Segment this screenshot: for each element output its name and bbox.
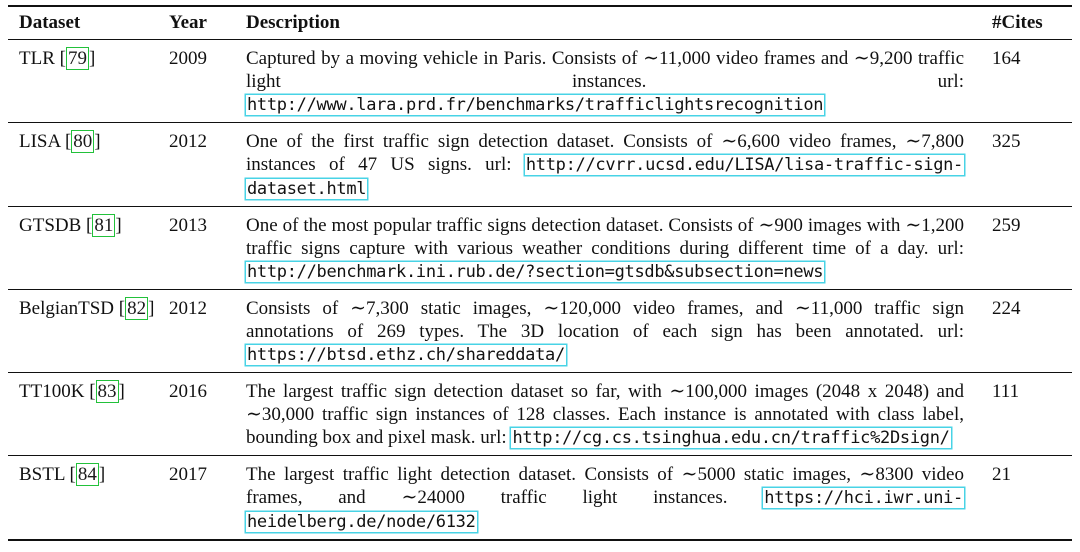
citation-link[interactable]: 82: [127, 298, 147, 319]
dataset-name: TLR: [19, 48, 55, 69]
description-text: One of the first traffic sign detection dataset. Consists of ∼6,600 video frames, ∼7,800 instances of 47 US signs. url:: [246, 131, 964, 175]
cites-cell: 259: [964, 207, 1072, 290]
citation-link[interactable]: 83: [97, 381, 117, 402]
description-cell: [246, 456, 964, 541]
citation-link[interactable]: 79: [67, 48, 87, 69]
cites-cell: 21: [964, 456, 1072, 541]
cites-cell: 164: [964, 40, 1072, 123]
dataset-name: GTSDB: [19, 215, 82, 236]
table-row: [8, 290, 1072, 373]
table-row: [8, 456, 1072, 541]
table-row: [8, 373, 1072, 456]
header-description: Description: [246, 6, 964, 40]
url-link[interactable]: http://benchmark.ini.rub.de/?section=gtsdb&subsection=news: [247, 262, 824, 282]
dataset-name: BSTL: [19, 464, 65, 485]
dataset-cell: TLR [ 79 ]: [8, 40, 169, 123]
cites-cell: 325: [964, 123, 1072, 207]
dataset-name: BelgianTSD: [19, 298, 114, 319]
url-link[interactable]: http://cvrr.ucsd.edu/LISA/lisa-traffic-sign-dataset.html: [247, 155, 963, 199]
description-cell: [246, 290, 964, 373]
dataset-cell: GTSDB [ 81 ]: [8, 207, 169, 290]
description-text: The largest traffic sign detection dataset so far, with ∼100,000 images (2048 x 2048) and ∼30,000 traffic sign instances of 128 classes. Each instance is annotated with class label, bounding box and pixel mask. url:: [246, 381, 964, 448]
year-cell: 2013: [169, 207, 246, 290]
dataset-cell: TT100K [ 83 ]: [8, 373, 169, 456]
url-link[interactable]: http://www.lara.prd.fr/benchmarks/trafficlightsrecognition: [247, 95, 824, 115]
dataset-cell: BSTL [ 84 ]: [8, 456, 169, 541]
description-cell: [246, 207, 964, 290]
year-cell: 2016: [169, 373, 246, 456]
datasets-table: [8, 5, 1072, 541]
url-link[interactable]: http://cg.cs.tsinghua.edu.cn/traffic%2Dsign/: [512, 428, 950, 448]
description-cell: [246, 40, 964, 123]
description-text: Captured by a moving vehicle in Paris. Consists of ∼11,000 video frames and ∼9,200 traffic light instances. url:: [246, 48, 964, 92]
year-cell: 2012: [169, 290, 246, 373]
cites-cell: 224: [964, 290, 1072, 373]
header-row: [8, 6, 1072, 40]
description-text: The largest traffic light detection dataset. Consists of ∼5000 static images, ∼8300 video frames, and ∼24000 traffic light instances.: [246, 464, 964, 508]
description-text: One of the most popular traffic signs detection dataset. Consists of ∼900 images with ∼1,200 traffic signs capture with various weather conditions during different time of a day. url:: [246, 215, 964, 259]
dataset-cell: LISA [ 80 ]: [8, 123, 169, 207]
description-text: Consists of ∼7,300 static images, ∼120,000 video frames, and ∼11,000 traffic sign annotations of 269 types. The 3D location of each sign has been annotated. url:: [246, 298, 964, 342]
description-cell: [246, 373, 964, 456]
description-cell: [246, 123, 964, 207]
citation-link[interactable]: 80: [73, 131, 93, 152]
header-cites: #Cites: [964, 6, 1072, 40]
citation-link[interactable]: 81: [94, 215, 114, 236]
year-cell: 2017: [169, 456, 246, 541]
table-row: [8, 207, 1072, 290]
table-row: [8, 123, 1072, 207]
header-dataset: Dataset: [8, 6, 169, 40]
header-year: Year: [169, 6, 246, 40]
year-cell: 2009: [169, 40, 246, 123]
url-link[interactable]: https://btsd.ethz.ch/shareddata/: [247, 345, 565, 365]
dataset-cell: BelgianTSD [ 82 ]: [8, 290, 169, 373]
table-row: [8, 40, 1072, 123]
dataset-name: LISA: [19, 131, 61, 152]
url-link[interactable]: https://hci.iwr.uni-heidelberg.de/node/6132: [247, 488, 963, 532]
cites-cell: 111: [964, 373, 1072, 456]
year-cell: 2012: [169, 123, 246, 207]
citation-link[interactable]: 84: [77, 464, 97, 485]
dataset-name: TT100K: [19, 381, 85, 402]
